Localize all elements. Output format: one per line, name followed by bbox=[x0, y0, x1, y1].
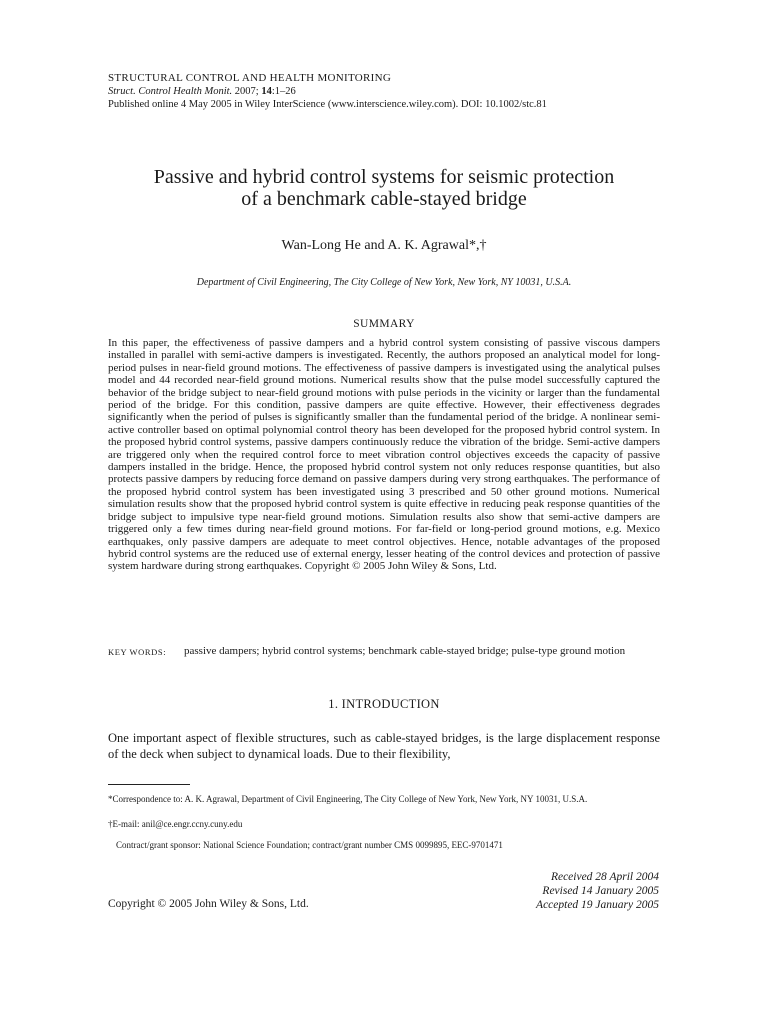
introduction-paragraph: One important aspect of flexible structures, such as cable-stayed bridges, is the large displacement response of the deck when subject to dynamical loads. Due to their flexibility, bbox=[108, 731, 660, 761]
title-line-2: of a benchmark cable-stayed bridge bbox=[241, 188, 527, 210]
publication-info: Published online 4 May 2005 in Wiley InterScience (www.interscience.wiley.com). DOI: 10.1002/stc.81 bbox=[108, 99, 547, 110]
citation-volume: 14 bbox=[261, 86, 272, 97]
revised-date: Revised 14 January 2005 bbox=[542, 885, 659, 897]
title-line-1: Passive and hybrid control systems for seismic protection bbox=[153, 166, 615, 188]
section-heading-introduction: 1. INTRODUCTION bbox=[328, 697, 440, 711]
keywords bbox=[108, 645, 660, 659]
grant-sponsor: Contract/grant sponsor: National Science Foundation; contract/grant number CMS 0099895, EEC-9701471 bbox=[116, 840, 503, 850]
citation-year: 2007; bbox=[232, 86, 262, 97]
summary-heading: SUMMARY bbox=[353, 318, 415, 330]
accepted-date: Accepted 19 January 2005 bbox=[536, 899, 659, 911]
footnote-correspondence: *Correspondence to: A. K. Agrawal, Department of Civil Engineering, The City College of New York, New York, NY 10031, U.S.A. bbox=[108, 794, 588, 804]
authors: Wan-Long He and A. K. Agrawal*,† bbox=[281, 238, 487, 253]
keywords-label: KEY WORDS: bbox=[108, 647, 167, 657]
citation-pages: :1–26 bbox=[271, 86, 296, 97]
journal-abbrev: Struct. Control Health Monit. bbox=[108, 86, 233, 97]
copyright-notice: Copyright © 2005 John Wiley & Sons, Ltd. bbox=[108, 898, 309, 910]
affiliation: Department of Civil Engineering, The City College of New York, New York, NY 10031, U.S.A. bbox=[196, 277, 572, 288]
received-dates bbox=[460, 870, 659, 912]
citation-line bbox=[108, 85, 296, 98]
journal-name: STRUCTURAL CONTROL AND HEALTH MONITORING bbox=[108, 72, 392, 84]
footnote-divider bbox=[108, 784, 190, 785]
received-date: Received 28 April 2004 bbox=[550, 871, 659, 883]
footnote-email: †E-mail: anil@ce.engr.ccny.cuny.edu bbox=[108, 819, 243, 829]
abstract-text: In this paper, the effectiveness of passive dampers and a hybrid control system consisting of passive viscous dampers installed in parallel with semi-active dampers is investigated. Recently, the authors proposed an analytical model for long-period pulses in near-field ground motions. The effectiveness of passive dampers is investigated using the analytical pulses model and 44 recorded near-field ground motions. Numerical results show that the pulse model successfully captured the behavior of the bridge subject to near-field ground motions with pulse periods in the vicinity or larger than the fundamental period of the bridge. For this condition, passive dampers are quite effective. However, their effectiveness degrades significantly when the period of pulses is significantly smaller than the fundamental period of the bridge. A nonlinear semi-active controller based on optimal polynomial control theory has been developed for the proposed hybrid control system. In the proposed hybrid control systems, passive dampers continuously reduce the vibration of the bridge. Semi-active dampers are triggered only when the required control force to meet vibration control objectives exceeds the capacity of passive dampers installed in the bridge. Hence, the proposed hybrid control system not only reduces response quantities, but also protects passive dampers by reducing force demand on passive dampers during very strong earthquakes. The performance of the proposed hybrid control system has been investigated using 3 prescribed and 50 other ground motions. Numerical simulation results show that the proposed hybrid control system is quite effective in reducing peak response quantities of the bridge subject to impulsive type near-field ground motions. Simulation results also show that semi-active dampers are triggered only a few times during near-field ground motions. For far-field or long-period ground motions, e.g. Mexico earthquakes, only passive dampers are adequate to meet control objectives. Hence, notable advantages of the proposed hybrid control systems are the reduced use of external energy, lesser heating of the control devices and protection of passive system hardware during strong earthquakes. Copyright © 2005 John Wiley & Sons, Ltd. bbox=[108, 337, 660, 573]
paper-title bbox=[0, 166, 768, 210]
keywords-list: passive dampers; hybrid control systems; benchmark cable-stayed bridge; pulse-type ground motion bbox=[184, 645, 626, 657]
